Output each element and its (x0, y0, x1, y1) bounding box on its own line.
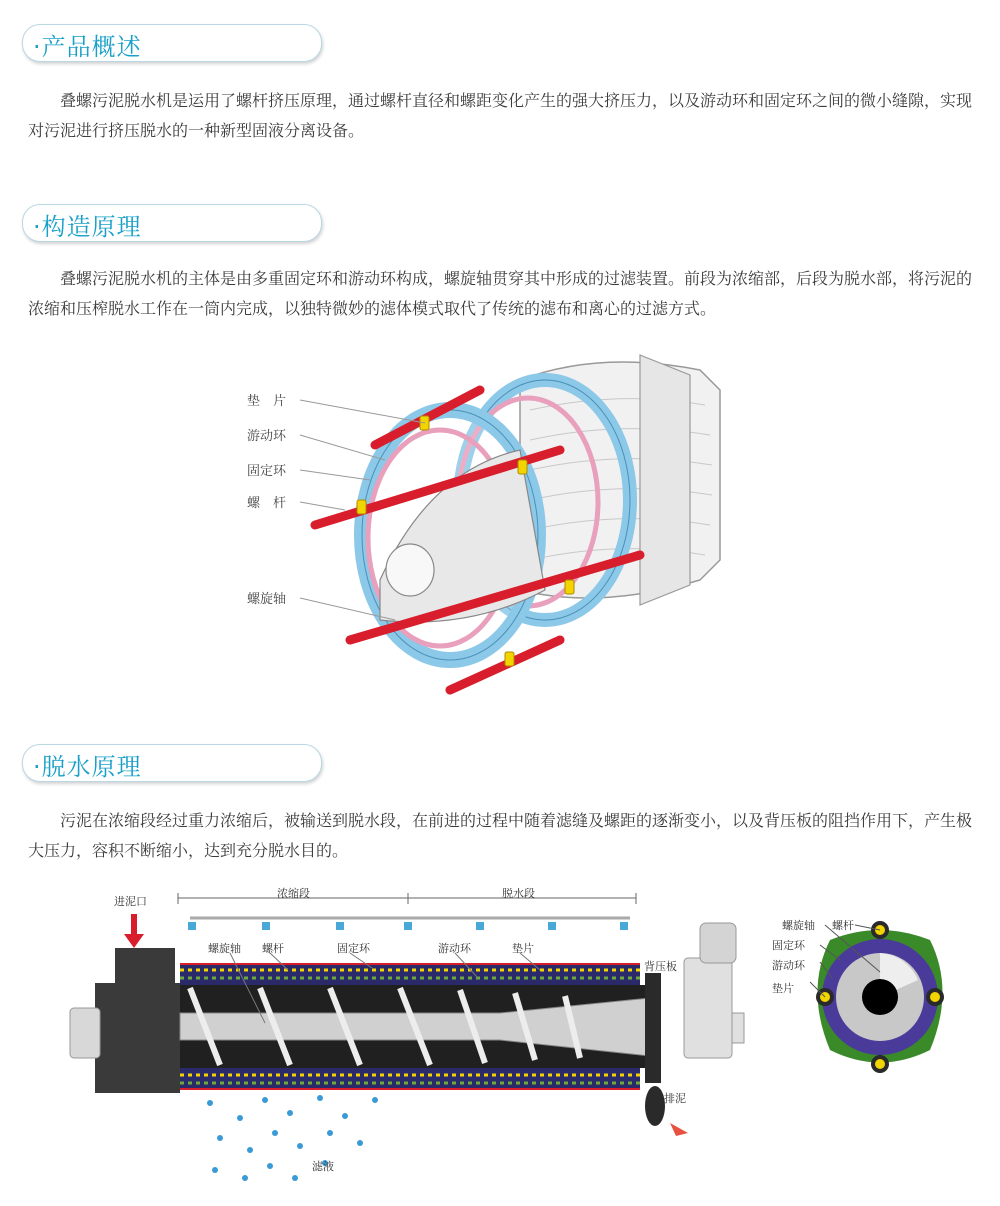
label-screw-shaft: 螺旋轴 (247, 592, 287, 607)
label-d2-rod: 螺杆 (262, 942, 284, 955)
label-d2-moving-ring: 游动环 (438, 942, 471, 955)
label-d3-gasket: 垫片 (772, 982, 794, 995)
label-d2-fixed-ring: 固定环 (337, 942, 370, 955)
label-d3-rod: 螺杆 (832, 919, 854, 932)
label-gasket: 垫 片 (247, 394, 287, 409)
label-filtrate: 滤液 (312, 1160, 334, 1173)
label-inlet: 进泥口 (114, 895, 147, 908)
label-dewater-zone: 脱水段 (502, 887, 535, 900)
label-d3-moving-ring: 游动环 (772, 959, 805, 972)
section-title-overview (22, 24, 322, 62)
label-d3-shaft: 螺旋轴 (782, 919, 815, 932)
label-thicken-zone: 浓缩段 (277, 887, 310, 900)
label-d3-fixed-ring: 固定环 (772, 939, 805, 952)
label-fixed-ring: 固定环 (247, 464, 287, 479)
section-title-structure (22, 204, 322, 242)
section-title-structure-text: ·构造原理 (33, 213, 142, 241)
section-title-dewater (22, 744, 322, 782)
structure-diagram (0, 330, 1000, 710)
overview-paragraph: 叠螺污泥脱水机是运用了螺杆挤压原理，通过螺杆直径和螺距变化产生的强大挤压力，以及游动环和固定环之间的微小缝隙，实现对污泥进行挤压脱水的一种新型固液分离设备。 (28, 91, 973, 140)
dewater-paragraph: 污泥在浓缩段经过重力浓缩后，被输送到脱水段，在前进的过程中随着滤缝及螺距的逐渐变小，以及背压板的阻挡作用下，产生极大压力，容积不断缩小，达到充分脱水目的。 (28, 811, 973, 860)
structure-paragraph: 叠螺污泥脱水机的主体是由多重固定环和游动环构成，螺旋轴贯穿其中形成的过滤装置。前段为浓缩部，后段为脱水部，将污泥的浓缩和压榨脱水工作在一筒内完成，以独特微妙的滤体模式取代了传统的滤布和离心的过滤方式。 (28, 269, 973, 318)
section-title-overview-text: ·产品概述 (33, 33, 142, 61)
section-title-dewater-text: ·脱水原理 (33, 753, 142, 781)
label-screw-rod: 螺 杆 (247, 496, 287, 511)
dewater-diagram (0, 878, 760, 1198)
label-d2-gasket: 垫片 (512, 942, 534, 955)
label-moving-ring: 游动环 (247, 429, 287, 444)
label-backplate: 背压板 (644, 960, 677, 973)
label-discharge: 排泥 (664, 1092, 686, 1105)
label-d2-shaft: 螺旋轴 (208, 942, 241, 955)
